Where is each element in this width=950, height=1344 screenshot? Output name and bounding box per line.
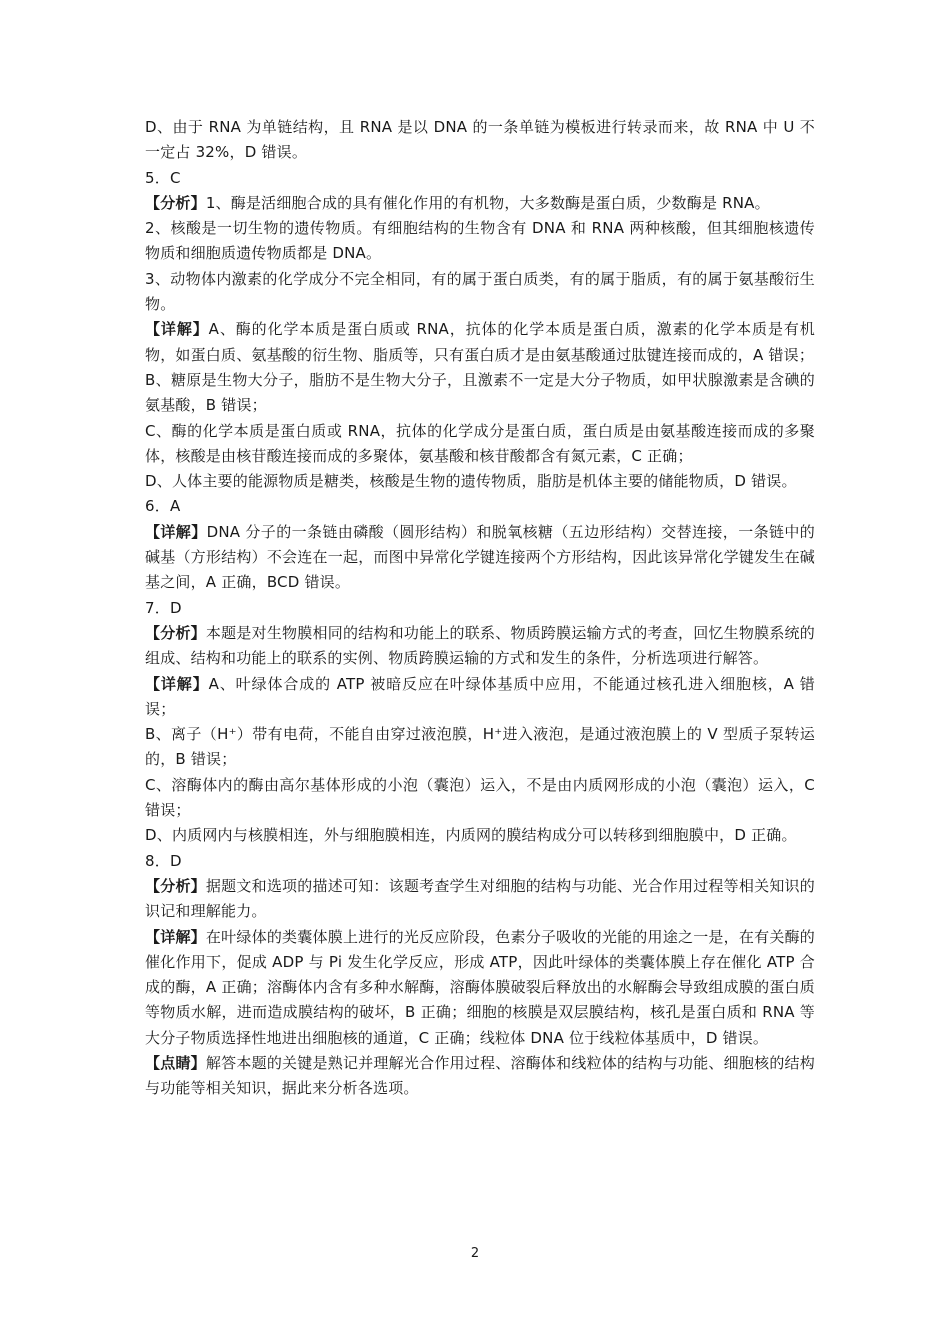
paragraph-text: 3、动物体内激素的化学成分不完全相同，有的属于蛋白质类，有的属于脂质，有的属于氨基酸衍生物。	[145, 269, 815, 314]
question-number	[145, 849, 815, 874]
paragraph	[145, 216, 815, 267]
paragraph-text: DNA 分子的一条链由磷酸（圆形结构）和脱氧核糖（五边形结构）交替连接，一条链中的碱基（方形结构）不会连在一起，而图中异常化学键连接两个方形结构，因此该异常化学键发生在碱基之间，A 正确，BCD 错误。	[145, 522, 815, 592]
paragraph-text: 本题是对生物膜相同的结构和功能上的联系、物质跨膜运输方式的考查，回忆生物膜系统的组成、结构和功能上的联系的实例、物质跨膜运输的方式和发生的条件，分析选项进行解答。	[145, 623, 815, 668]
paragraph	[145, 520, 815, 596]
paragraph-text: B、糖原是生物大分子，脂肪不是生物大分子，且激素不一定是大分子物质，如甲状腺激素是含碘的氨基酸，B 错误；	[145, 370, 815, 415]
paragraph-text: 在叶绿体的类囊体膜上进行的光反应阶段，色素分子吸收的光能的用途之一是，在有关酶的催化作用下，促成 ADP 与 Pi 发生化学反应，形成 ATP，因此叶绿体的类囊体膜上存在催化 ATP 合成的酶，A 正确；溶酶体内含有多种水解酶，溶酶体膜破裂后释放出的水解酶会导致组成膜的蛋白质等物质水解，进而造成膜结构的破坏，B 正确；细胞的核膜是双层膜结构，核孔是蛋白质和 RNA 等大分子物质选择性地进出细胞核的通道，C 正确；线粒体 DNA 位于线粒体基质中，D 错误。	[145, 927, 815, 1047]
question-number	[145, 494, 815, 519]
paragraph-text: C、溶酶体内的酶由高尔基体形成的小泡（囊泡）运入，不是由内质网形成的小泡（囊泡）运入，C 错误；	[145, 775, 815, 820]
paragraph	[145, 368, 815, 419]
paragraph	[145, 672, 815, 723]
paragraph	[145, 823, 815, 848]
paragraph	[145, 419, 815, 470]
paragraph-text: 据题文和选项的描述可知：该题考查学生对细胞的结构与功能、光合作用过程等相关知识的识记和理解能力。	[145, 876, 815, 921]
paragraph-text: D、由于 RNA 为单链结构，且 RNA 是以 DNA 的一条单链为模板进行转录而来，故 RNA 中 U 不一定占 32%，D 错误。	[145, 118, 815, 162]
paragraph-text: B、离子（H⁺）带有电荷，不能自由穿过液泡膜，H⁺进入液泡，是通过液泡膜上的 V 型质子泵转运的，B 错误；	[145, 725, 815, 769]
question-number	[145, 166, 815, 191]
paragraph-tag: 【详解】	[145, 674, 209, 693]
paragraph	[145, 874, 815, 925]
paragraph	[145, 115, 815, 166]
paragraph	[145, 925, 815, 1051]
paragraph-tag: 【点睛】	[145, 1053, 206, 1072]
paragraph	[145, 722, 815, 773]
paragraph	[145, 317, 815, 368]
paragraph	[145, 469, 815, 494]
paragraph-tag: 【详解】	[145, 927, 206, 946]
paragraph	[145, 191, 815, 216]
paragraph-tag: 【详解】	[145, 320, 209, 339]
paragraph	[145, 267, 815, 318]
paragraph-text: 6．A	[145, 497, 181, 516]
paragraph-text: A、酶的化学本质是蛋白质或 RNA，抗体的化学本质是蛋白质，激素的化学本质是有机物，如蛋白质、氨基酸的衍生物、脂质等，只有蛋白质才是由氨基酸通过肽键连接而成的，A 错误；	[145, 320, 815, 364]
answer-content	[145, 115, 815, 1102]
paragraph-text: 1、酶是活细胞合成的具有催化作用的有机物，大多数酶是蛋白质，少数酶是 RNA。	[205, 193, 770, 212]
paragraph-text: 8．D	[145, 851, 182, 870]
paragraph	[145, 773, 815, 824]
paragraph	[145, 1051, 815, 1102]
paragraph-text: A、叶绿体合成的 ATP 被暗反应在叶绿体基质中应用，不能通过核孔进入细胞核，A 错误；	[145, 674, 815, 718]
paragraph	[145, 621, 815, 672]
paragraph-tag: 【详解】	[145, 522, 207, 541]
paragraph-text: 2、核酸是一切生物的遗传物质。有细胞结构的生物含有 DNA 和 RNA 两种核酸，但其细胞核遗传物质和细胞质遗传物质都是 DNA。	[145, 219, 815, 263]
paragraph-tag: 【分析】	[145, 623, 206, 642]
page-number: 2	[470, 1246, 480, 1261]
question-number	[145, 596, 815, 621]
paragraph-text: D、内质网内与核膜相连，外与细胞膜相连，内质网的膜结构成分可以转移到细胞膜中，D 正确。	[145, 826, 797, 845]
paragraph-tag: 【分析】	[145, 876, 206, 895]
paragraph-text: C、酶的化学本质是蛋白质或 RNA，抗体的化学成分是蛋白质，蛋白质是由氨基酸连接而成的多聚体，核酸是由核苷酸连接而成的多聚体，氨基酸和核苷酸都含有氮元素，C 正确；	[145, 421, 815, 465]
paragraph-text: 5．C	[145, 168, 181, 187]
paragraph-tag: 【分析】	[145, 193, 206, 212]
paragraph-text: 7．D	[145, 598, 182, 617]
paragraph-text: D、人体主要的能源物质是糖类，核酸是生物的遗传物质，脂肪是机体主要的储能物质，D 错误。	[145, 472, 797, 491]
paragraph-text: 解答本题的关键是熟记并理解光合作用过程、溶酶体和线粒体的结构与功能、细胞核的结构与功能等相关知识，据此来分析各选项。	[145, 1053, 815, 1098]
